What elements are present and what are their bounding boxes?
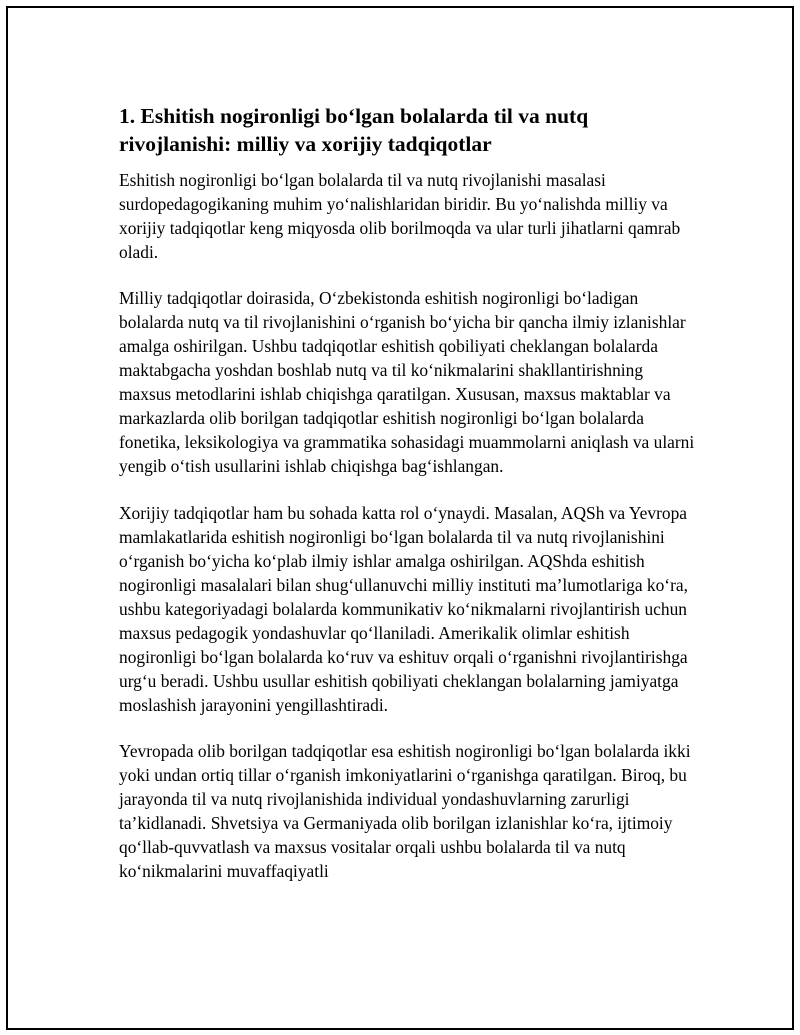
- page-frame: [6, 6, 794, 1030]
- document-body: [119, 102, 697, 906]
- paragraph-foreign-research: Xorijiy tadqiqotlar ham bu sohada katta rol o‘ynaydi. Masalan, AQSh va Yevropa mamlakatlarida eshitish nogironligi bo‘lgan bolalarda til va nutq rivojlanishini o‘rganish bo‘yicha ko‘plab ilmiy ishlar amalga oshirilgan. AQShda eshitish nogironligi masalalari bilan shug‘ullanuvchi milliy instituti ma’lumotlariga ko‘ra, ushbu kategoriyadagi bolalarda kommunikativ ko‘nikmalarni rivojlantirish uchun maxsus pedagogik yondashuvlar qo‘llaniladi. Amerikalik olimlar eshitish nogironligi bo‘lgan bolalarda ko‘ruv va eshituv orqali o‘rganishni rivojlantirishga urg‘u beradi. Ushbu usullar eshitish qobiliyati cheklangan bolalarning jamiyatga moslashish jarayonini yengillashtiradi.: [119, 502, 688, 715]
- section-heading: 1. Eshitish nogironligi bo‘lgan bolalarda til va nutq rivojlanishi: milliy va xorijiy tadqiqotlar: [119, 104, 589, 156]
- paragraph-european-research: Yevropada olib borilgan tadqiqotlar esa eshitish nogironligi bo‘lgan bolalarda ikki yoki undan ortiq tillar o‘rganish imkoniyatlarini o‘rganishga qaratilgan. Biroq, bu jarayonda til va nutq rivojlanishida individual yondashuvlarning zarurligi ta’kidlanadi. Shvetsiya va Germaniyada olib borilgan izlanishlar ko‘ra, ijtimoiy qo‘llab-quvvatlash va maxsus vositalar orqali ushbu bolalarda til va nutq ko‘nikmalarini muvaffaqiyatli: [119, 741, 691, 882]
- paragraph-national-research: Milliy tadqiqotlar doirasida, O‘zbekistonda eshitish nogironligi bo‘ladigan bolalarda nutq va til rivojlanishini o‘rganish bo‘yicha bir qancha ilmiy izlanishlar amalga oshirilgan. Ushbu tadqiqotlar eshitish qobiliyati cheklangan bolalarda maktabgacha yoshdan boshlab nutq va til ko‘nikmalarini shakllantirishning maxsus metodlarini ishlab chiqishga qaratilgan. Xususan, maxsus maktablar va markazlarda olib borilgan tadqiqotlar eshitish nogironligi bo‘lgan bolalarda fonetika, leksikologiya va grammatika sohasidagi muammolarni aniqlash va ularni yengib o‘tish usullarini ishlab chiqishga bag‘ishlangan.: [119, 288, 695, 477]
- paragraph-intro: Eshitish nogironligi bo‘lgan bolalarda til va nutq rivojlanishi masalasi surdopedagogikaning muhim yo‘nalishlaridan biridir. Bu yo‘nalishda milliy va xorijiy tadqiqotlar keng miqyosda olib borilmoqda va ular turli jihatlarni qamrab oladi.: [119, 170, 681, 262]
